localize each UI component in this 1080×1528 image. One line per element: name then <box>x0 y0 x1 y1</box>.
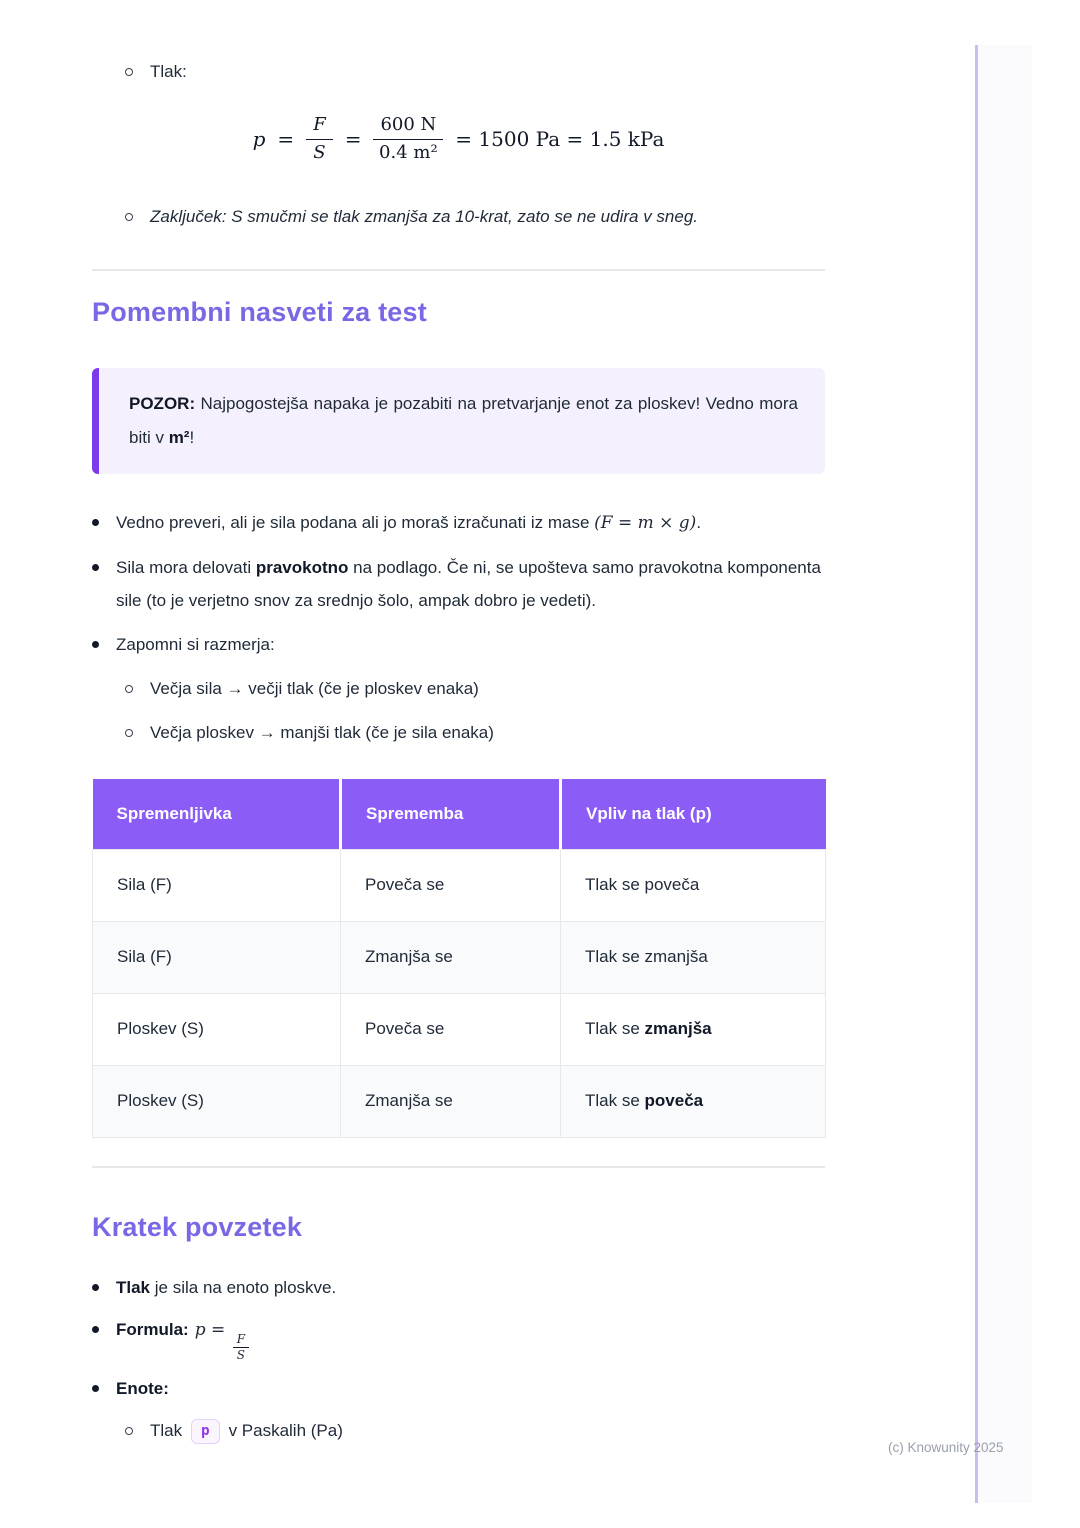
summary-section-heading: Kratek povzetek <box>92 1211 303 1242</box>
list-item-sub <box>125 672 825 705</box>
summary-units <box>116 1372 825 1405</box>
bullet-marker <box>92 641 99 648</box>
ratio-bigger-area: Večja ploskev → manjši tlak (če je sila enaka) <box>150 723 494 742</box>
tip-check-force <box>116 506 825 540</box>
tip-text-end: na podlago. Če ni, se upošteva samo pravokotna komponenta sile (to je verjetno snov za srednjo šolo, ampak dobro je vedeti). <box>116 558 821 610</box>
tip-text: Vedno preveri, ali je sila podana ali jo moraš izračunati iz mase <box>116 513 595 532</box>
tips-list <box>92 506 825 749</box>
warning-text <box>129 387 798 455</box>
column-header-effect: Vpliv na tlak (p) <box>561 779 826 849</box>
cell-variable: Sila (F) <box>93 921 341 993</box>
list-item <box>92 628 825 661</box>
circle-bullet-marker <box>125 213 133 221</box>
cell-change: Poveča se <box>341 993 561 1065</box>
fraction-numerator: F <box>233 1333 249 1349</box>
summary-bold: Enote: <box>116 1379 169 1399</box>
tip-bold-word: pravokotno <box>255 558 349 577</box>
tip-perpendicular-force <box>116 551 825 617</box>
warning-body: Najpogostejša napaka je pozabiti na pretvarjanje enot za ploskev! Vedno mora biti v <box>129 394 798 447</box>
list-item <box>92 1271 825 1304</box>
section-divider <box>92 269 825 271</box>
effect-bold: zmanjša <box>644 1019 712 1038</box>
summary-bold: Formula: <box>116 1319 189 1339</box>
fraction-values <box>373 114 443 164</box>
fraction-denominator: S <box>313 141 326 163</box>
summary-formula <box>116 1313 825 1364</box>
formula-result: = 1500 Pa = 1.5 kPa <box>455 127 665 151</box>
list-item-sub <box>125 716 825 749</box>
circle-bullet-marker <box>125 685 133 693</box>
warning-end: ! <box>189 428 195 447</box>
warning-label: POZOR: <box>129 394 196 413</box>
summary-bold: Tlak <box>116 1277 151 1297</box>
cell-effect <box>561 849 826 921</box>
fraction-numerator: F <box>306 114 333 140</box>
list-item-sub <box>125 1414 825 1447</box>
footer-credit: (c) Knowunity 2025 <box>888 1440 1004 1455</box>
column-header-change: Sprememba <box>341 779 561 849</box>
summary-text: je sila na enoto ploskve. <box>150 1277 337 1297</box>
tlak-label: Tlak: <box>150 62 187 81</box>
fraction-denominator: S <box>236 1348 245 1363</box>
effect-text: Tlak se poveča <box>585 875 700 894</box>
cell-change: Zmanjša se <box>341 1065 561 1137</box>
list-item <box>92 1372 825 1405</box>
table-header-row <box>93 779 826 849</box>
tips-section-heading: Pomembni nasveti za test <box>92 297 427 327</box>
equals-sign: = <box>344 127 362 151</box>
inline-math-F-mg: (F = m × g) <box>594 513 697 533</box>
unit-pascal <box>150 1414 825 1447</box>
list-item <box>92 551 825 617</box>
equals-sign: = <box>277 127 295 151</box>
list-item <box>92 506 825 540</box>
bullet-marker <box>92 1385 99 1392</box>
bullet-marker <box>92 519 99 526</box>
cell-effect <box>561 993 826 1065</box>
summary-definition <box>116 1271 825 1304</box>
list-item <box>92 1313 825 1364</box>
inline-math-p <box>195 1320 231 1340</box>
effect-text: Tlak se <box>585 1019 645 1038</box>
cell-change: Poveča se <box>341 849 561 921</box>
math-variable-p: p <box>194 1319 206 1340</box>
effect-bold: poveča <box>644 1091 704 1110</box>
unit-text: Tlak <box>150 1421 183 1441</box>
cell-effect <box>561 1065 826 1137</box>
fraction-denominator: 0.4 m² <box>379 141 438 163</box>
tip-text: Sila mora delovati <box>116 558 256 577</box>
cell-variable: Ploskev (S) <box>93 1065 341 1137</box>
code-chip-p: p <box>191 1419 219 1444</box>
bullet-marker <box>92 1326 99 1333</box>
pressure-formula <box>92 114 825 164</box>
cell-change: Zmanjša se <box>341 921 561 993</box>
effect-text: Tlak se <box>585 1091 645 1110</box>
scrollbar-track[interactable] <box>975 45 1032 1503</box>
table-row <box>93 849 826 921</box>
pressure-influence-table <box>92 779 826 1138</box>
table-row <box>93 921 826 993</box>
tip-remember-ratios: Zapomni si razmerja: <box>116 635 275 654</box>
column-header-variable: Spremenljivka <box>93 779 341 849</box>
cell-variable: Sila (F) <box>93 849 341 921</box>
warning-callout <box>92 368 825 474</box>
circle-bullet-marker <box>125 68 133 76</box>
summary-list <box>92 1271 825 1448</box>
list-item-tlak <box>125 55 825 88</box>
bullet-marker <box>92 564 99 571</box>
table-row <box>93 993 826 1065</box>
table-row <box>93 1065 826 1137</box>
warning-unit-bold: m² <box>168 428 190 447</box>
cell-variable: Ploskev (S) <box>93 993 341 1065</box>
conclusion-text: Zaključek: S smučmi se tlak zmanjša za 10-krat, zato se ne udira v sneg. <box>150 207 699 226</box>
cell-effect <box>561 921 826 993</box>
small-fraction-F-over-S <box>233 1333 249 1364</box>
formula-variable-p: p <box>252 127 266 151</box>
circle-bullet-marker <box>125 1427 133 1435</box>
fraction-F-over-S <box>306 114 333 164</box>
ratio-bigger-force: Večja sila → večji tlak (če je ploskev enaka) <box>150 679 479 698</box>
section-divider <box>92 1166 825 1168</box>
document-content <box>92 0 825 1456</box>
equals-sign: = <box>205 1319 231 1340</box>
list-item-conclusion <box>125 200 825 233</box>
fraction-numerator: 600 N <box>373 114 443 140</box>
circle-bullet-marker <box>125 729 133 737</box>
tip-text-end: . <box>696 513 702 532</box>
unit-text-end: v Paskalih (Pa) <box>228 1421 343 1441</box>
bullet-marker <box>92 1284 99 1291</box>
effect-text: Tlak se zmanjša <box>585 947 708 966</box>
